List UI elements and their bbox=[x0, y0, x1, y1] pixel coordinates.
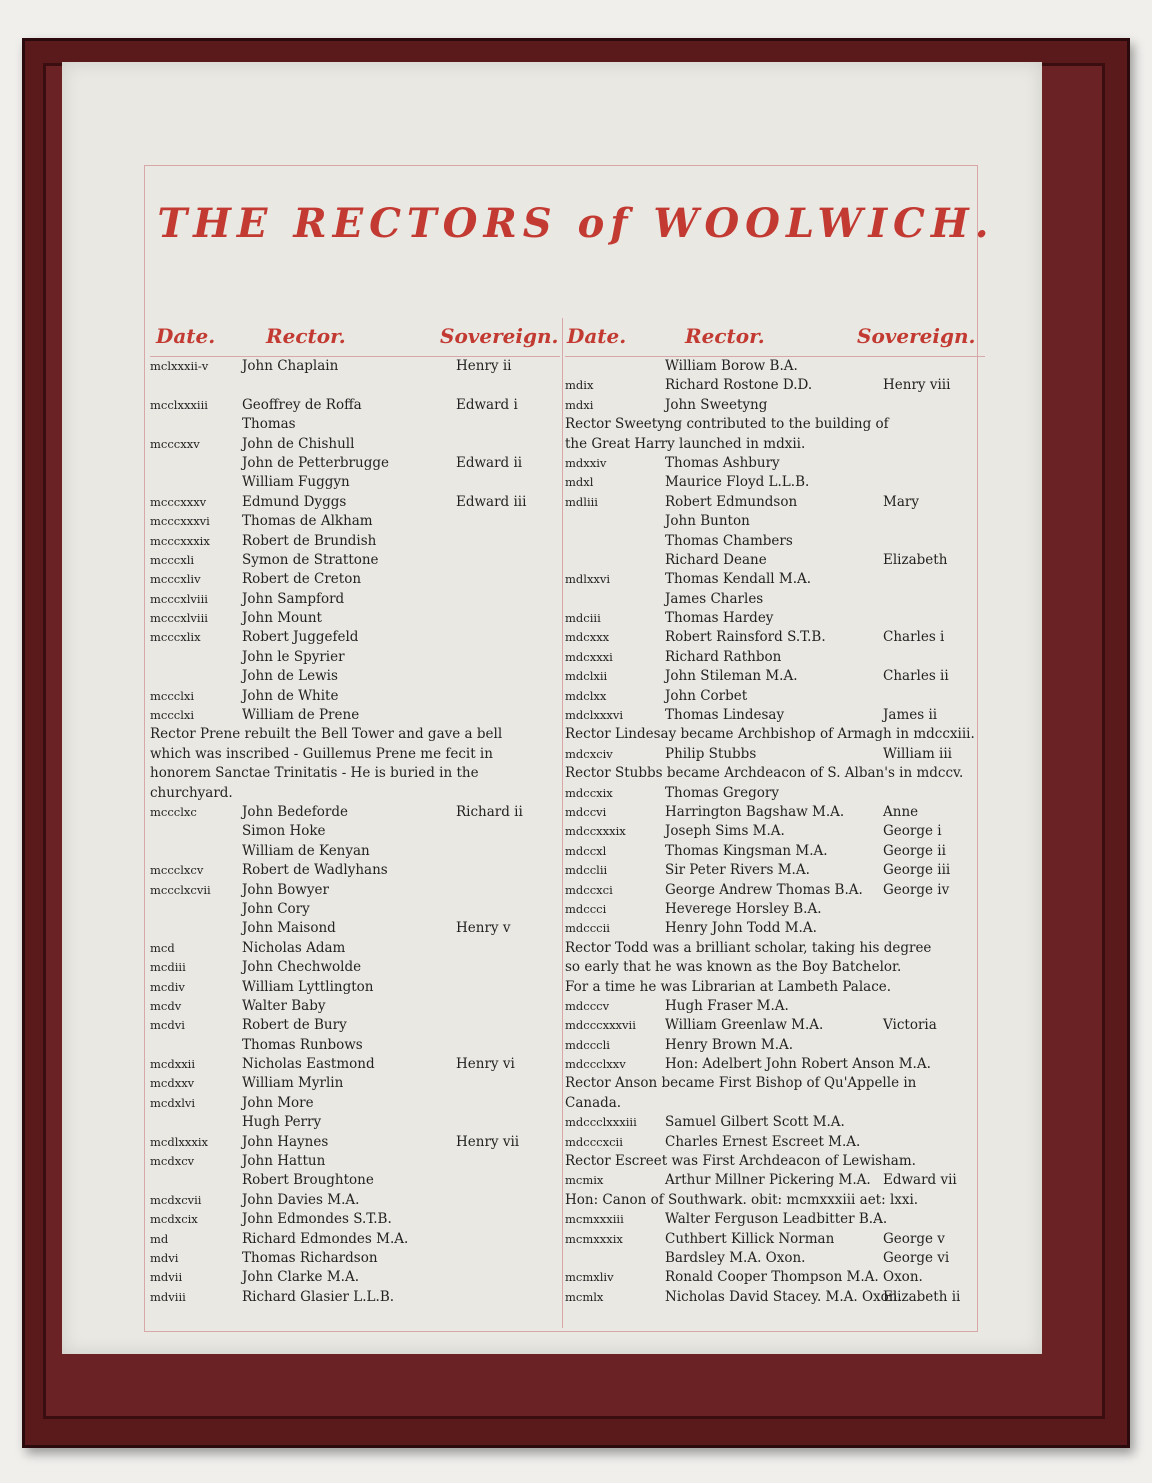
rector-name: Henry Brown M.A. bbox=[665, 1036, 794, 1053]
rector-date: mcccxxxix bbox=[150, 533, 210, 548]
rector-sovereign: Henry v bbox=[456, 920, 511, 937]
rector-row bbox=[565, 590, 985, 609]
rector-sovereign: George v bbox=[883, 1230, 945, 1247]
rector-row bbox=[150, 997, 560, 1016]
rector-name: James Charles bbox=[665, 590, 764, 607]
rector-name: Robert Rainsford S.T.B. bbox=[665, 629, 826, 646]
rector-row bbox=[565, 1113, 985, 1132]
rector-note bbox=[565, 1094, 985, 1113]
rector-date: mdviii bbox=[150, 1289, 186, 1304]
rector-row bbox=[150, 532, 560, 551]
rector-row bbox=[565, 1210, 985, 1229]
rector-row bbox=[150, 396, 560, 415]
rector-row bbox=[150, 1268, 560, 1287]
rector-date: mdxi bbox=[565, 397, 594, 412]
note-line: so early that he was known as the Boy Batchelor. bbox=[565, 959, 902, 976]
rector-date: mdvi bbox=[150, 1250, 179, 1265]
rector-name: Philip Stubbs bbox=[665, 745, 757, 762]
rector-row bbox=[150, 958, 560, 977]
rector-row bbox=[150, 648, 560, 667]
rector-name: Richard Glasier L.L.B. bbox=[242, 1288, 395, 1305]
rector-note bbox=[150, 764, 560, 783]
rector-row bbox=[150, 1113, 560, 1132]
rector-name: Robert de Creton bbox=[242, 571, 362, 588]
rector-name: Thomas bbox=[242, 416, 296, 433]
note-line: Rector Escreet was First Archdeacon of Lewisham. bbox=[565, 1153, 916, 1170]
rector-name: Thomas Chambers bbox=[665, 532, 793, 549]
rector-row bbox=[150, 1171, 560, 1190]
rector-date: mcdxlvi bbox=[150, 1095, 196, 1110]
rector-sovereign: Victoria bbox=[883, 1017, 937, 1034]
rector-date: mdxl bbox=[565, 475, 594, 490]
rector-name: Edmund Dyggs bbox=[242, 493, 347, 510]
rector-name: John Sampford bbox=[242, 590, 345, 607]
rector-name: William Myrlin bbox=[242, 1075, 344, 1092]
rector-row bbox=[565, 803, 985, 822]
rector-date: mdccci bbox=[565, 901, 607, 916]
rector-name: Harrington Bagshaw M.A. bbox=[665, 803, 845, 820]
rector-name: Hon: Adelbert John Robert Anson M.A. bbox=[665, 1056, 931, 1073]
rector-date: mcccxli bbox=[150, 552, 195, 567]
note-line: Rector Lindesay became Archbishop of Armagh in mdccxiii. bbox=[565, 726, 975, 743]
rector-note bbox=[565, 978, 985, 997]
rector-date: mdccxl bbox=[565, 843, 607, 858]
rector-name: John Cory bbox=[242, 900, 310, 917]
rector-name: John Bedeforde bbox=[242, 803, 348, 820]
rector-date: mcdxcv bbox=[150, 1154, 195, 1169]
rector-sovereign: William iii bbox=[883, 745, 953, 762]
rector-row bbox=[150, 667, 560, 686]
note-line: Rector Sweetyng contributed to the building of bbox=[565, 416, 889, 433]
rector-date: mcdxcix bbox=[150, 1212, 198, 1227]
rector-date: mcccxxxvi bbox=[150, 514, 210, 529]
rector-row bbox=[150, 493, 560, 512]
rector-note bbox=[150, 745, 560, 764]
rector-date: mdcxxx bbox=[565, 630, 610, 645]
rector-date: mcmxxxix bbox=[565, 1231, 623, 1246]
rector-sovereign: George vi bbox=[883, 1249, 950, 1266]
rector-date: mdclxii bbox=[565, 669, 608, 684]
page-title: THE RECTORS of WOOLWICH. bbox=[157, 200, 995, 247]
rector-name: John Edmondes S.T.B. bbox=[242, 1211, 392, 1228]
rector-name: Bardsley M.A. Oxon. bbox=[665, 1249, 806, 1266]
rector-row bbox=[565, 881, 985, 900]
rector-date: mccclxc bbox=[150, 804, 197, 819]
rector-row bbox=[150, 1016, 560, 1035]
rector-name: John de Lewis bbox=[242, 668, 338, 685]
rector-row bbox=[565, 1055, 985, 1074]
rector-row bbox=[565, 532, 985, 551]
rector-row bbox=[150, 512, 560, 531]
rector-sovereign: Edward vii bbox=[883, 1172, 957, 1189]
rector-date: mdciii bbox=[565, 611, 601, 626]
rector-row bbox=[150, 1094, 560, 1113]
rector-date: mcdxcvii bbox=[150, 1192, 202, 1207]
rector-sovereign: Elizabeth ii bbox=[883, 1288, 961, 1305]
rector-sovereign: Charles ii bbox=[883, 668, 949, 685]
rector-sovereign: Richard ii bbox=[456, 803, 523, 820]
right-column bbox=[565, 318, 985, 1307]
rector-sovereign: Henry vii bbox=[456, 1133, 520, 1150]
rector-name: Hugh Fraser M.A. bbox=[665, 997, 789, 1014]
note-line: Rector Anson became First Bishop of Qu'Appelle in bbox=[565, 1075, 917, 1092]
rector-name: John Chaplain bbox=[242, 358, 339, 374]
rector-date: mcdlxxxix bbox=[150, 1134, 209, 1149]
rector-date: mcccxliv bbox=[150, 572, 201, 587]
rector-date: mccclxcv bbox=[150, 863, 204, 878]
rector-sovereign: Elizabeth bbox=[883, 551, 948, 568]
rector-row bbox=[565, 1133, 985, 1152]
rector-date: mcmxliv bbox=[565, 1270, 614, 1285]
rector-date: mdcxxxi bbox=[565, 649, 613, 664]
rector-row bbox=[565, 667, 985, 686]
rector-date: mdcccii bbox=[565, 921, 610, 936]
note-line: the Great Harry launched in mdxii. bbox=[565, 435, 806, 452]
rector-name: Robert Edmundson bbox=[665, 493, 798, 510]
rector-date: mcmix bbox=[565, 1173, 604, 1188]
rector-sovereign: Henry ii bbox=[456, 358, 512, 374]
rector-name: Symon de Strattone bbox=[242, 551, 379, 568]
left-header-rector: Rector. bbox=[266, 324, 346, 348]
rector-date: mccclxcvii bbox=[150, 882, 211, 897]
rector-row bbox=[565, 1288, 985, 1307]
rector-row bbox=[565, 861, 985, 880]
left-header-sovereign: Sovereign. bbox=[440, 324, 559, 348]
rector-sovereign: James ii bbox=[883, 707, 938, 724]
rector-row bbox=[565, 551, 985, 570]
rector-row bbox=[150, 454, 560, 473]
rector-date: mcdxxv bbox=[150, 1076, 195, 1091]
rector-name: John Davies M.A. bbox=[242, 1191, 360, 1208]
rector-row bbox=[565, 473, 985, 492]
rector-name: Joseph Sims M.A. bbox=[665, 823, 785, 840]
rector-name: Charles Ernest Escreet M.A. bbox=[665, 1133, 861, 1150]
right-rows bbox=[565, 357, 985, 1307]
rector-row bbox=[150, 842, 560, 861]
rector-date: mcccxxv bbox=[150, 436, 200, 451]
rector-date: mdccclxxv bbox=[565, 1057, 626, 1072]
rector-row bbox=[565, 1171, 985, 1190]
rector-row bbox=[150, 1055, 560, 1074]
rector-name: Cuthbert Killick Norman bbox=[665, 1230, 835, 1247]
rector-row bbox=[150, 1152, 560, 1171]
rector-name: Walter Ferguson Leadbitter B.A. bbox=[665, 1211, 888, 1228]
rector-note bbox=[150, 784, 560, 803]
rector-row bbox=[565, 1230, 985, 1249]
rector-name: Robert de Bury bbox=[242, 1017, 347, 1034]
rector-row bbox=[565, 1249, 985, 1268]
rector-row bbox=[150, 570, 560, 589]
rector-date: mdccvi bbox=[565, 804, 607, 819]
rector-date: mdccclxxxiii bbox=[565, 1115, 637, 1130]
column-divider bbox=[562, 318, 563, 1328]
rector-row bbox=[150, 919, 560, 938]
rector-row bbox=[565, 842, 985, 861]
rector-note bbox=[565, 1152, 985, 1171]
rector-name: Walter Baby bbox=[242, 997, 326, 1014]
rector-row bbox=[150, 978, 560, 997]
left-header-date: Date. bbox=[156, 324, 216, 348]
rector-name: Nicholas Eastmond bbox=[242, 1056, 375, 1073]
rector-row bbox=[565, 396, 985, 415]
rector-date: mdxxiv bbox=[565, 455, 607, 470]
rector-date: mdvii bbox=[150, 1270, 183, 1285]
rector-row bbox=[565, 512, 985, 531]
note-line: Rector Todd was a brilliant scholar, taking his degree bbox=[565, 939, 932, 956]
rector-date: mdclxxxvi bbox=[565, 708, 624, 723]
rector-sovereign: Mary bbox=[883, 493, 919, 510]
rector-row bbox=[565, 648, 985, 667]
rector-name: Thomas Ashbury bbox=[665, 454, 780, 471]
rector-date: mdcccxcii bbox=[565, 1134, 623, 1149]
right-header-date: Date. bbox=[567, 324, 627, 348]
rector-note bbox=[565, 939, 985, 958]
rector-name: John de Chishull bbox=[242, 435, 355, 452]
rector-row bbox=[150, 1288, 560, 1307]
rector-sovereign: Charles i bbox=[883, 629, 945, 646]
rector-sovereign: George ii bbox=[883, 842, 946, 859]
rector-name: Robert Juggefeld bbox=[242, 629, 359, 646]
rector-row bbox=[565, 628, 985, 647]
rector-row bbox=[150, 435, 560, 454]
rector-name: John Bunton bbox=[665, 513, 750, 530]
note-line: Rector Stubbs became Archdeacon of S. Alban's in mdccv. bbox=[565, 765, 964, 782]
rector-row bbox=[150, 1230, 560, 1249]
rector-date: mdcccxxxvii bbox=[565, 1018, 636, 1033]
right-header-sovereign: Sovereign. bbox=[857, 324, 976, 348]
rector-date: mcccxlviii bbox=[150, 611, 208, 626]
rector-name: Maurice Floyd L.L.B. bbox=[665, 474, 810, 491]
rector-name: John Haynes bbox=[242, 1133, 329, 1150]
rector-name: Heverege Horsley B.A. bbox=[665, 900, 822, 917]
rector-row bbox=[150, 1191, 560, 1210]
rector-row bbox=[150, 803, 560, 822]
rector-row bbox=[150, 473, 560, 492]
rector-row bbox=[150, 687, 560, 706]
rector-name: Robert de Brundish bbox=[242, 532, 377, 549]
rector-note bbox=[565, 725, 985, 744]
rector-name: Robert de Wadlyhans bbox=[242, 862, 388, 879]
rector-name: Thomas Lindesay bbox=[665, 707, 785, 724]
rector-sovereign: George iii bbox=[883, 862, 951, 879]
rector-name: William Borow B.A. bbox=[665, 358, 798, 374]
rector-sovereign: Henry viii bbox=[883, 377, 951, 394]
rector-name: Nicholas David Stacey. M.A. Oxon. bbox=[665, 1288, 902, 1305]
rector-date: mccclxi bbox=[150, 688, 195, 703]
rector-date: mcmxxxiii bbox=[565, 1212, 624, 1227]
rector-name: John Clarke M.A. bbox=[242, 1269, 359, 1286]
rector-name: John More bbox=[242, 1094, 314, 1111]
note-line: which was inscribed - Guillemus Prene me fecit in bbox=[150, 745, 493, 762]
rector-sovereign: Edward i bbox=[456, 396, 518, 413]
rector-name: John Hattun bbox=[242, 1153, 326, 1170]
rector-row bbox=[150, 881, 560, 900]
rector-name: John le Spyrier bbox=[242, 648, 345, 665]
rector-date: mdccxxxix bbox=[565, 824, 626, 839]
rector-name: Thomas de Alkham bbox=[242, 513, 373, 530]
rector-date: mdliii bbox=[565, 494, 598, 509]
note-line: For a time he was Librarian at Lambeth Palace. bbox=[565, 978, 892, 995]
rector-name: Richard Rostone D.D. bbox=[665, 377, 813, 394]
rector-name: William Lyttlington bbox=[242, 978, 374, 995]
rector-row bbox=[565, 822, 985, 841]
rector-date: mcclxxxiii bbox=[150, 397, 208, 412]
rector-name: Hugh Perry bbox=[242, 1114, 322, 1131]
rector-row bbox=[565, 1268, 985, 1287]
rector-note bbox=[565, 958, 985, 977]
rector-name: Thomas Kendall M.A. bbox=[665, 571, 812, 588]
rector-date: mdlxxvi bbox=[565, 572, 611, 587]
rector-date: mdccxci bbox=[565, 882, 613, 897]
rector-name: Thomas Kingsman M.A. bbox=[665, 842, 828, 859]
rector-row bbox=[565, 454, 985, 473]
rector-name: William Greenlaw M.A. bbox=[665, 1017, 824, 1034]
rector-row bbox=[150, 1074, 560, 1093]
rector-row bbox=[565, 745, 985, 764]
rector-row bbox=[150, 1210, 560, 1229]
rector-note bbox=[565, 435, 985, 454]
rector-name: John de White bbox=[242, 687, 339, 704]
rector-row bbox=[150, 628, 560, 647]
rector-date: mclxxxii-v bbox=[150, 359, 209, 373]
rector-name: Henry John Todd M.A. bbox=[665, 920, 817, 937]
right-header-row bbox=[565, 318, 985, 357]
rector-date: mcccxlix bbox=[150, 630, 201, 645]
rector-sovereign: Edward iii bbox=[456, 493, 527, 510]
rector-sovereign: Henry vi bbox=[456, 1056, 515, 1073]
rector-name: John Bowyer bbox=[242, 881, 329, 898]
rector-row bbox=[150, 1249, 560, 1268]
rector-row bbox=[150, 706, 560, 725]
rector-name: Robert Broughtone bbox=[242, 1172, 374, 1189]
rector-date: mcd bbox=[150, 940, 175, 955]
rector-date: mccclxi bbox=[150, 708, 195, 723]
rector-row bbox=[150, 415, 560, 434]
rector-row bbox=[565, 687, 985, 706]
rector-date: mdclxx bbox=[565, 688, 607, 703]
rector-name: Nicholas Adam bbox=[242, 939, 346, 956]
rector-row bbox=[565, 706, 985, 725]
rector-row bbox=[565, 376, 985, 395]
rector-row bbox=[565, 1016, 985, 1035]
rector-row bbox=[150, 900, 560, 919]
rector-date: mdccxix bbox=[565, 785, 613, 800]
rector-name: John Sweetyng bbox=[665, 396, 768, 413]
rector-name: Thomas Gregory bbox=[665, 784, 779, 801]
note-line: Hon: Canon of Southwark. obit: mcmxxxiii aet: lxxi. bbox=[565, 1191, 919, 1208]
rector-row bbox=[150, 939, 560, 958]
rector-name: John de Petterbrugge bbox=[242, 454, 389, 471]
note-line: Rector Prene rebuilt the Bell Tower and gave a bell bbox=[150, 726, 503, 743]
rector-date: mdcccli bbox=[565, 1037, 610, 1052]
rector-row bbox=[150, 357, 560, 376]
rector-name: Ronald Cooper Thompson M.A. Oxon. bbox=[665, 1269, 923, 1286]
rector-date: mdix bbox=[565, 378, 594, 393]
rector-name: John Corbet bbox=[665, 687, 748, 704]
rector-name: Richard Rathbon bbox=[665, 648, 782, 665]
rector-sovereign: George iv bbox=[883, 881, 950, 898]
rector-row bbox=[565, 997, 985, 1016]
rector-note bbox=[565, 1191, 985, 1210]
rector-row bbox=[150, 1133, 560, 1152]
rector-date: mcdiv bbox=[150, 979, 185, 994]
rector-row bbox=[565, 900, 985, 919]
rector-date: mcdxxii bbox=[150, 1057, 196, 1072]
rector-name: George Andrew Thomas B.A. bbox=[665, 881, 863, 898]
left-column bbox=[150, 318, 560, 1307]
rector-row bbox=[150, 376, 560, 395]
note-line: Canada. bbox=[565, 1094, 622, 1111]
rector-date: mdcclii bbox=[565, 863, 608, 878]
rector-row bbox=[565, 784, 985, 803]
left-header-row bbox=[150, 318, 560, 357]
rector-row bbox=[565, 357, 985, 376]
rector-name: Arthur Millner Pickering M.A. bbox=[665, 1172, 871, 1189]
rector-date: mcdvi bbox=[150, 1018, 185, 1033]
right-header-rector: Rector. bbox=[685, 324, 765, 348]
rector-name: Thomas Richardson bbox=[242, 1249, 378, 1266]
rector-row bbox=[150, 1036, 560, 1055]
rector-date: mcccxxxv bbox=[150, 494, 207, 509]
rector-row bbox=[565, 570, 985, 589]
rector-note bbox=[150, 725, 560, 744]
rector-name: Thomas Runbows bbox=[242, 1036, 363, 1053]
rector-name: John Maisond bbox=[242, 920, 336, 937]
rector-name: Sir Peter Rivers M.A. bbox=[665, 862, 810, 879]
rector-date: mdcxciv bbox=[565, 746, 613, 761]
rector-name: John Stileman M.A. bbox=[665, 668, 798, 685]
note-line: churchyard. bbox=[150, 784, 233, 801]
rector-name: William de Prene bbox=[242, 707, 360, 724]
rector-date: mcdv bbox=[150, 998, 182, 1013]
rector-name: William Fuggyn bbox=[242, 474, 350, 491]
rector-name: Richard Deane bbox=[665, 551, 767, 568]
rector-name: Thomas Hardey bbox=[665, 610, 774, 627]
rector-row bbox=[150, 822, 560, 841]
rector-date: mdcccv bbox=[565, 998, 610, 1013]
rector-note bbox=[565, 1074, 985, 1093]
rector-date: mcccxlviii bbox=[150, 591, 208, 606]
rector-name: William de Kenyan bbox=[242, 842, 370, 859]
rector-row bbox=[565, 919, 985, 938]
rector-row bbox=[150, 609, 560, 628]
rector-name: John Chechwolde bbox=[242, 959, 362, 976]
rector-name: Simon Hoke bbox=[242, 823, 326, 840]
rector-name: John Mount bbox=[242, 610, 322, 627]
rector-row bbox=[565, 1036, 985, 1055]
rector-row bbox=[565, 609, 985, 628]
rector-row bbox=[150, 861, 560, 880]
rector-row bbox=[150, 590, 560, 609]
rector-date: md bbox=[150, 1231, 169, 1246]
left-rows bbox=[150, 357, 560, 1307]
rector-name: Geoffrey de Roffa bbox=[242, 396, 362, 413]
rector-note bbox=[565, 764, 985, 783]
note-line: honorem Sanctae Trinitatis - He is buried in the bbox=[150, 765, 479, 782]
rector-note bbox=[565, 415, 985, 434]
rector-sovereign: George i bbox=[883, 823, 942, 840]
rector-sovereign: Anne bbox=[883, 803, 919, 820]
rector-name: Richard Edmondes M.A. bbox=[242, 1230, 409, 1247]
rector-row bbox=[565, 493, 985, 512]
rector-row bbox=[150, 551, 560, 570]
rector-sovereign: Edward ii bbox=[456, 454, 523, 471]
rector-date: mcdiii bbox=[150, 960, 186, 975]
rector-name: Samuel Gilbert Scott M.A. bbox=[665, 1114, 845, 1131]
rector-date: mcmlx bbox=[565, 1289, 604, 1304]
